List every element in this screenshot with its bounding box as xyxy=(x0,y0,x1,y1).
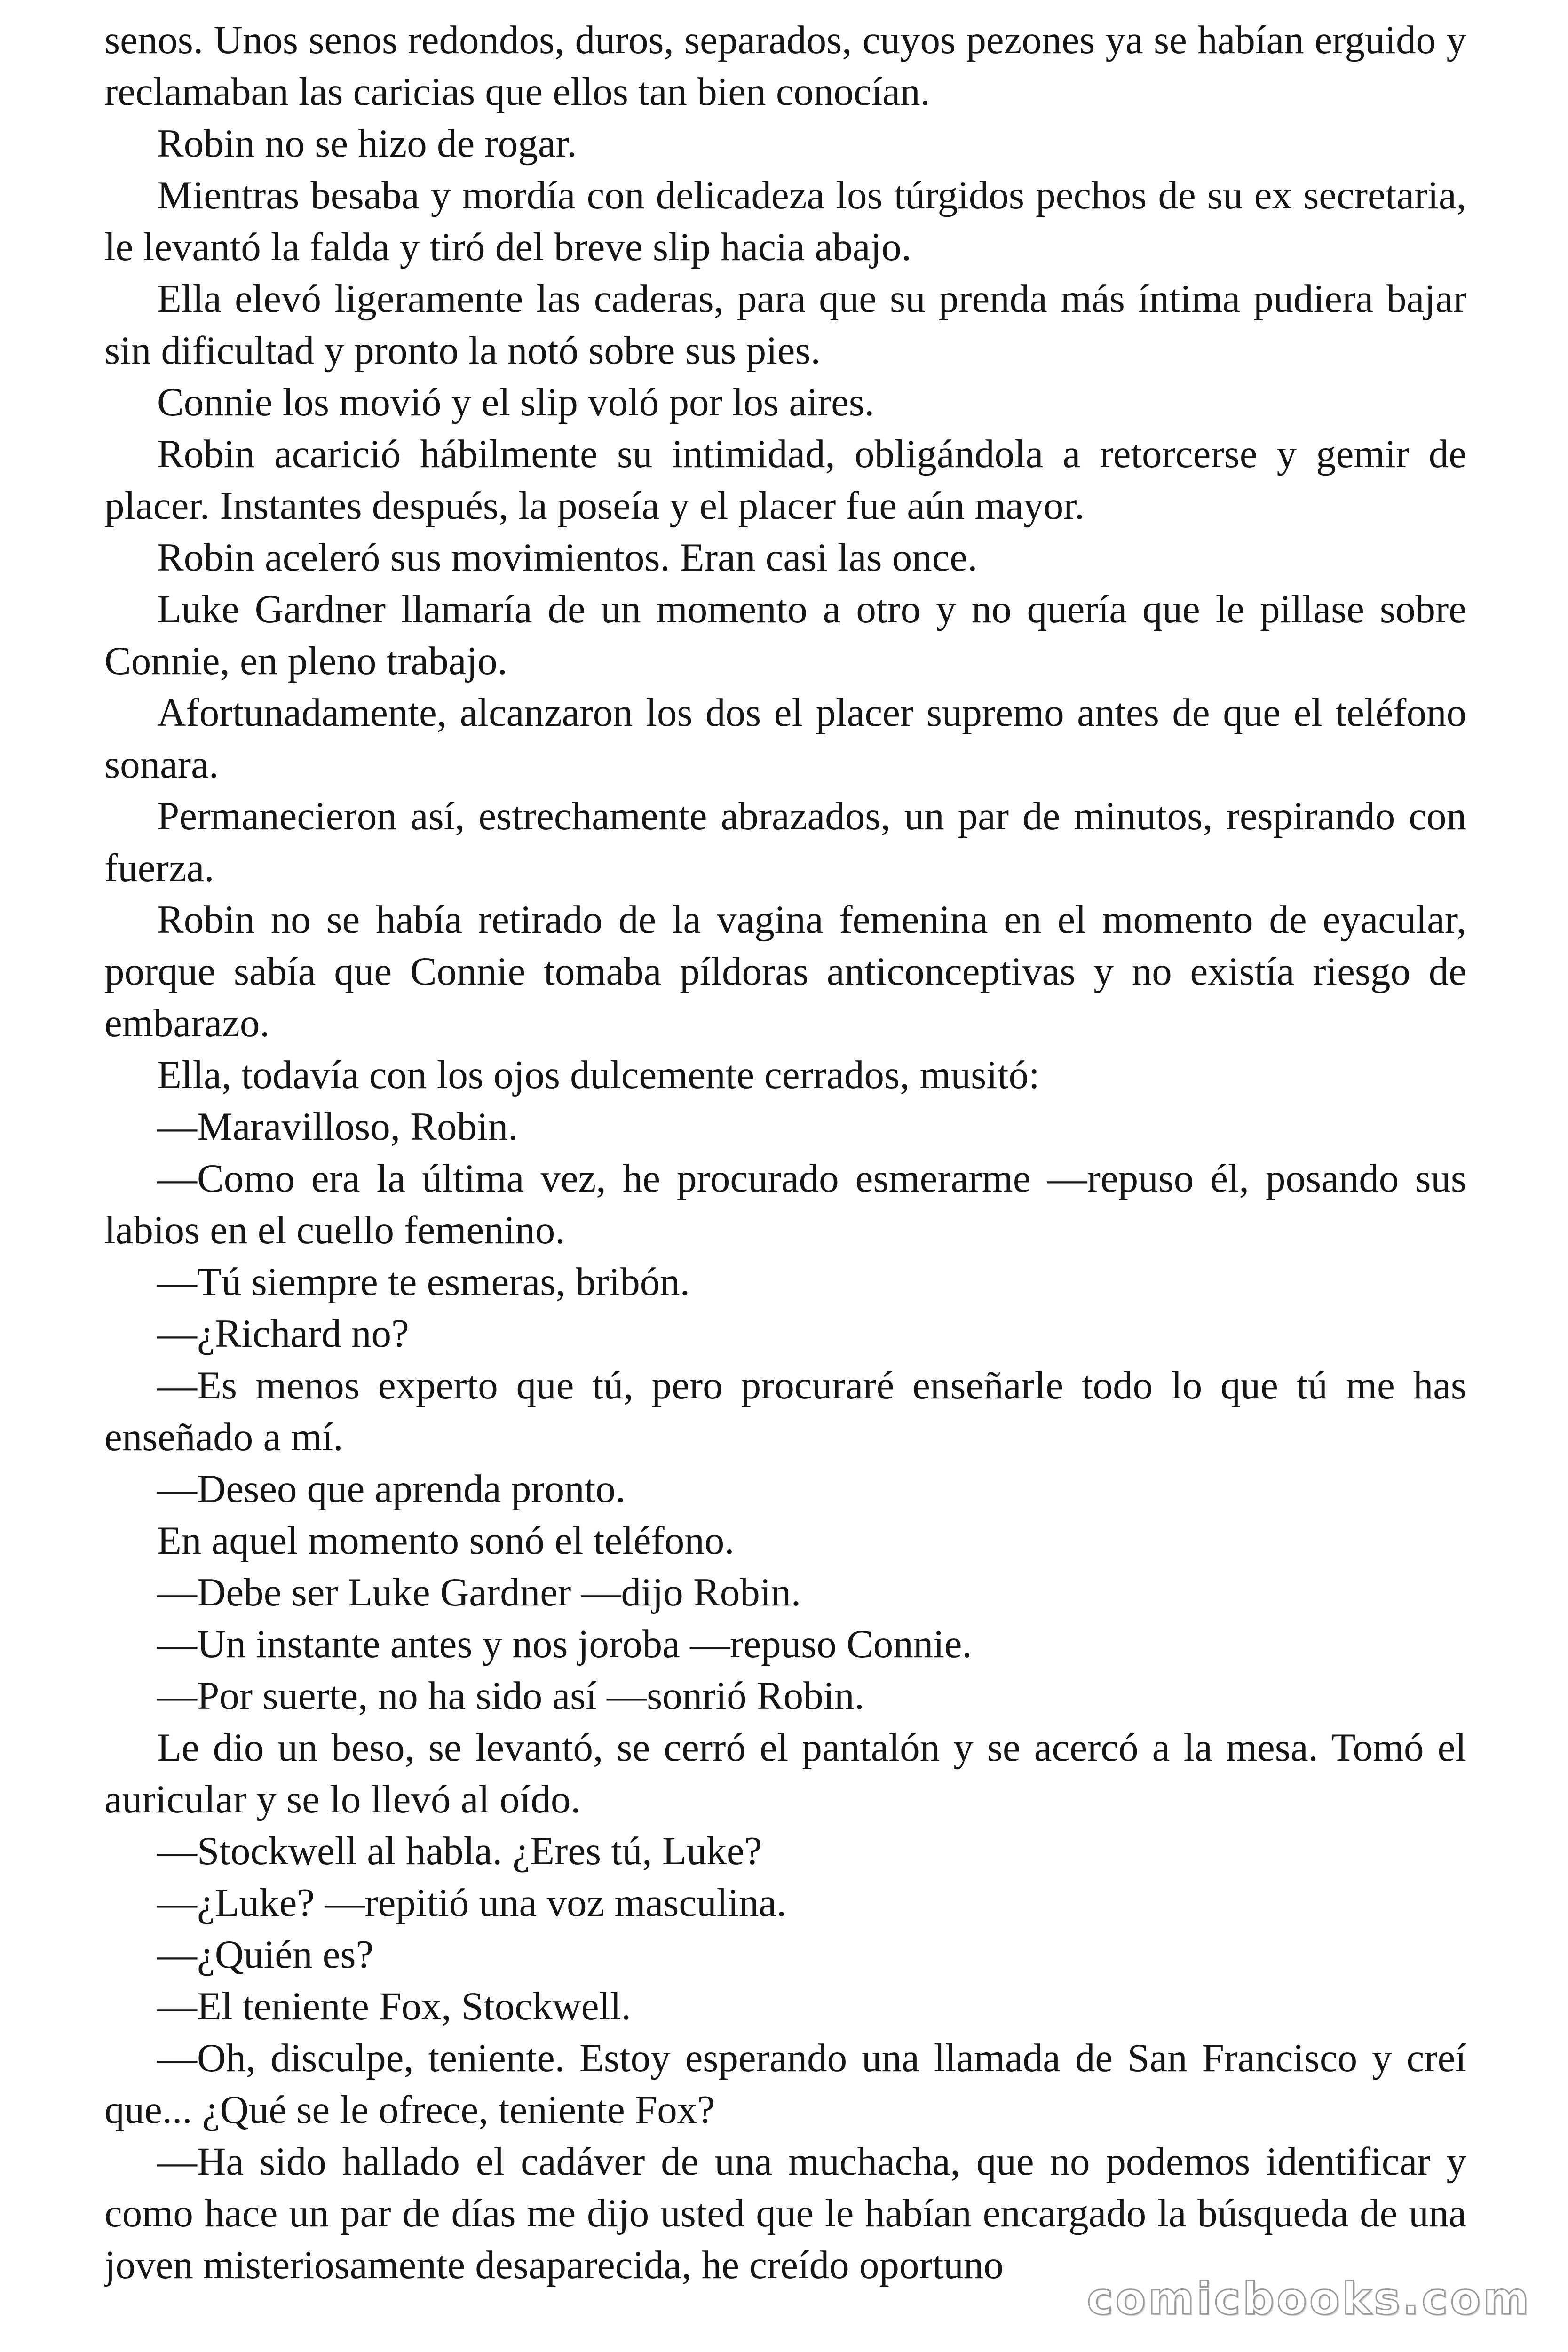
paragraph: Luke Gardner llamaría de un momento a otro y no quería que le pillase sobre Connie, en pleno trabajo. xyxy=(104,587,1466,683)
paragraph: Robin aceleró sus movimientos. Eran casi las once. xyxy=(157,535,978,580)
paragraph: Robin no se hizo de rogar. xyxy=(157,121,577,166)
dialogue-line: —Por suerte, no ha sido así —sonrió Robin. xyxy=(157,1674,864,1718)
dialogue-line: —Stockwell al habla. ¿Eres tú, Luke? xyxy=(157,1829,762,1873)
paragraph: Afortunadamente, alcanzaron los dos el placer supremo antes de que el teléfono sonara. xyxy=(104,691,1466,787)
paragraph: Connie los movió y el slip voló por los aires. xyxy=(157,380,875,424)
dialogue-line: —Oh, disculpe, teniente. Estoy esperando una llamada de San Francisco y creí que... ¿Qué se le ofrece, teniente Fox? xyxy=(104,2036,1466,2132)
dialogue-line: —Es menos experto que tú, pero procuraré enseñarle todo lo que tú me has enseñado a mí. xyxy=(104,1363,1466,1459)
dialogue-line: —El teniente Fox, Stockwell. xyxy=(157,1984,632,2028)
paragraph: senos. Unos senos redondos, duros, separados, cuyos pezones ya se habían erguido y reclamaban las caricias que ellos tan bien conocían. xyxy=(104,18,1466,114)
paragraph: Robin no se había retirado de la vagina femenina en el momento de eyacular, porque sabía que Connie tomaba píldoras anticonceptivas y no existía riesgo de embarazo. xyxy=(104,898,1466,1045)
paragraph: En aquel momento sonó el teléfono. xyxy=(157,1518,735,1563)
paragraph: Le dio un beso, se levantó, se cerró el pantalón y se acercó a la mesa. Tomó el auricular y se lo llevó al oído. xyxy=(104,1725,1466,1821)
dialogue-line: —Debe ser Luke Gardner —dijo Robin. xyxy=(157,1570,801,1614)
dialogue-line: —Deseo que aprenda pronto. xyxy=(157,1467,626,1511)
dialogue-line: —Como era la última vez, he procurado esmerarme —repuso él, posando sus labios en el cuello femenino. xyxy=(104,1156,1466,1252)
watermark-logo: comicbooks.com xyxy=(1086,2273,1531,2325)
paragraph: Ella elevó ligeramente las caderas, para que su prenda más íntima pudiera bajar sin dificultad y pronto la notó sobre sus pies. xyxy=(104,277,1466,373)
dialogue-line: —Maravilloso, Robin. xyxy=(157,1104,518,1149)
dialogue-line: —Tú siempre te esmeras, bribón. xyxy=(157,1260,690,1304)
book-page xyxy=(104,14,1466,2333)
dialogue-line: —¿Richard no? xyxy=(157,1311,409,1356)
dialogue-line: —¿Luke? —repitió una voz masculina. xyxy=(157,1881,787,1925)
dialogue-line: —¿Quién es? xyxy=(157,1932,374,1977)
dialogue-line: —Ha sido hallado el cadáver de una muchacha, que no podemos identificar y como hace un par de días me dijo usted que le habían encargado la búsqueda de una joven misteriosamente desaparecida, he creído oportuno xyxy=(104,2139,1466,2287)
paragraph: Robin acarició hábilmente su intimidad, obligándola a retorcerse y gemir de placer. Instantes después, la poseía y el placer fue aún mayor. xyxy=(104,432,1466,528)
paragraph: Permanecieron así, estrechamente abrazados, un par de minutos, respirando con fuerza. xyxy=(104,794,1466,890)
paragraph: Mientras besaba y mordía con delicadeza los túrgidos pechos de su ex secretaria, le levantó la falda y tiró del breve slip hacia abajo. xyxy=(104,173,1466,269)
dialogue-line: —Un instante antes y nos joroba —repuso Connie. xyxy=(157,1622,972,1666)
paragraph: Ella, todavía con los ojos dulcemente cerrados, musitó: xyxy=(157,1053,1040,1097)
